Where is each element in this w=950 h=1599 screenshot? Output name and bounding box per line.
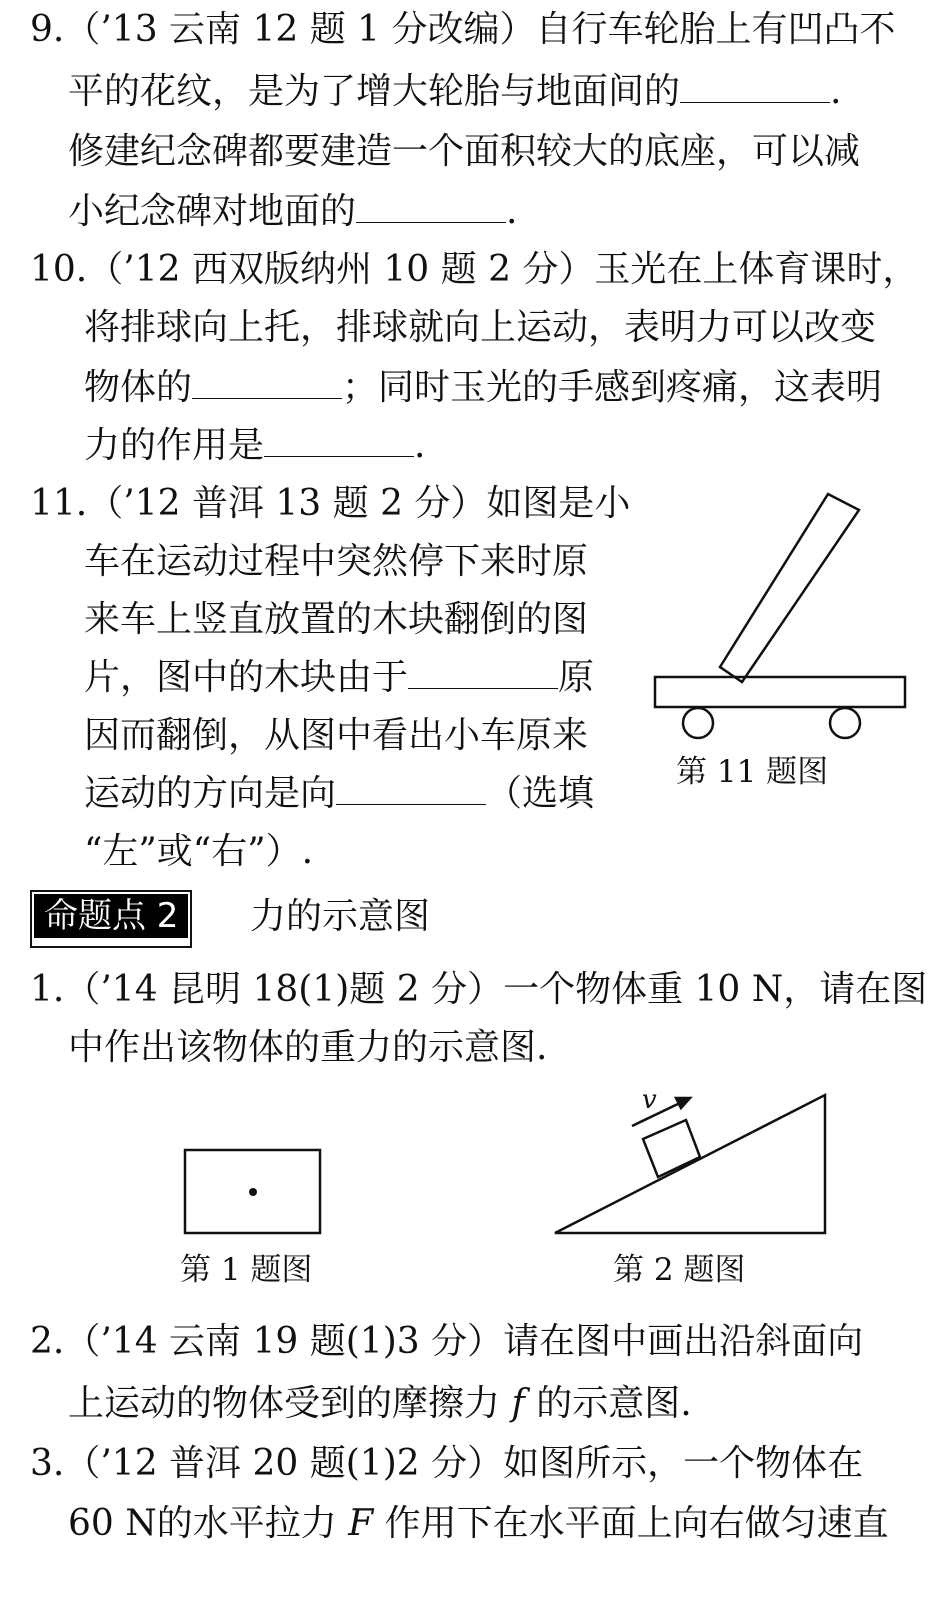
p3-line-1: 3.（’12 普洱 20 题(1)2 分）如图所示，一个物体在 — [30, 1443, 864, 1484]
p1-line-1: 1.（’14 昆明 18(1)题 2 分）一个物体重 10 N，请在图 — [30, 969, 928, 1010]
q11-line-2: 车在运动过程中突然停下来时原 — [84, 541, 589, 582]
p1-line-2: 中作出该物体的重力的示意图. — [68, 1027, 548, 1068]
q10-line-1: 10.（’12 西双版纳州 10 题 2 分）玉光在上体育课时， — [30, 249, 919, 290]
figure-1-center-dot — [249, 1188, 257, 1196]
q11-line-6 — [84, 772, 594, 816]
p3-force-symbol: F — [348, 1503, 374, 1544]
figure-2-block — [643, 1120, 700, 1177]
q11-line-4 — [84, 656, 594, 700]
q10-answer-blank-1[interactable] — [192, 370, 342, 399]
q9-line-4 — [68, 190, 517, 234]
q9-line-2-text: 平的花纹，是为了增大轮胎与地面间的 — [68, 71, 681, 112]
section-badge-label: 命题点 2 — [34, 894, 188, 938]
p3-line-2-text: 60 N的水平拉力 — [68, 1503, 349, 1544]
q10-line-4-end: . — [414, 425, 426, 466]
q9-line-1: 9.（’13 云南 12 题 1 分改编）自行车轮胎上有凹凸不 — [30, 9, 896, 50]
q11-line-1: 11.（’12 普洱 13 题 2 分）如图是小 — [30, 483, 631, 524]
p2-line-2-text: 上运动的物体受到的摩擦力 — [68, 1383, 512, 1424]
q11-line-3: 来车上竖直放置的木块翻倒的图 — [84, 599, 589, 640]
figure-1-object — [185, 1150, 320, 1233]
q11-line-6-text: 运动的方向是向 — [84, 773, 337, 814]
p2-line-1: 2.（’14 云南 19 题(1)3 分）请在图中画出沿斜面向 — [30, 1321, 864, 1362]
figure-11-right-wheel — [830, 708, 860, 738]
figure-11-left-wheel — [683, 708, 713, 738]
p3-line-2 — [68, 1502, 889, 1546]
q11-line-7: “左”或“右”）. — [84, 831, 314, 872]
q11-line-4-end: 原 — [558, 657, 595, 698]
figure-2-caption: 第 2 题图 — [613, 1252, 746, 1288]
q10-line-4-text: 力的作用是 — [84, 425, 265, 466]
q9-answer-blank-1[interactable] — [680, 74, 830, 103]
figure-2-velocity-label: v — [642, 1085, 657, 1115]
figure-1-caption: 第 1 题图 — [180, 1252, 313, 1288]
section-badge — [30, 890, 192, 948]
q9-line-2-end: . — [830, 71, 842, 112]
q10-answer-blank-2[interactable] — [264, 428, 414, 457]
q9-line-4-end: . — [506, 191, 518, 232]
figure-11-caption: 第 11 题图 — [676, 754, 829, 790]
q9-answer-blank-2[interactable] — [356, 194, 506, 223]
q11-line-6-end: （选填 — [486, 773, 595, 814]
figure-1-box — [185, 1150, 320, 1233]
p3-line-2-end: 作用下在水平面上向右做匀速直 — [373, 1503, 889, 1544]
q10-line-3 — [84, 366, 882, 410]
p2-friction-symbol: f — [511, 1383, 525, 1424]
figure-11-cart — [655, 494, 905, 738]
q11-line-5: 因而翻倒，从图中看出小车原来 — [84, 715, 589, 756]
figure-2-incline — [555, 1095, 825, 1233]
section-title: 力的示意图 — [250, 896, 431, 937]
figure-2-velocity-arrow-shaft — [632, 1102, 682, 1126]
q11-line-4-text: 片，图中的木块由于 — [84, 657, 409, 698]
q10-line-2: 将排球向上托，排球就向上运动，表明力可以改变 — [84, 307, 877, 348]
p2-line-2 — [68, 1382, 692, 1426]
figure-11-wooden-block — [720, 494, 859, 682]
figure-2-velocity-arrow-head — [676, 1098, 690, 1108]
q9-line-3: 修建纪念碑都要建造一个面积较大的底座，可以减 — [68, 131, 861, 172]
q11-answer-blank-2[interactable] — [336, 776, 486, 805]
q10-line-3-text: 物体的 — [84, 367, 193, 408]
q9-line-2 — [68, 70, 841, 114]
q11-answer-blank-1[interactable] — [408, 660, 558, 689]
p2-line-2-end: 的示意图. — [524, 1383, 692, 1424]
q10-line-4 — [84, 424, 425, 468]
q10-line-3-end: ；同时玉光的手感到疼痛，这表明 — [342, 367, 883, 408]
q9-line-4-text: 小纪念碑对地面的 — [68, 191, 357, 232]
figure-11-cart-body — [655, 677, 905, 707]
figure-2-slope — [555, 1095, 825, 1233]
